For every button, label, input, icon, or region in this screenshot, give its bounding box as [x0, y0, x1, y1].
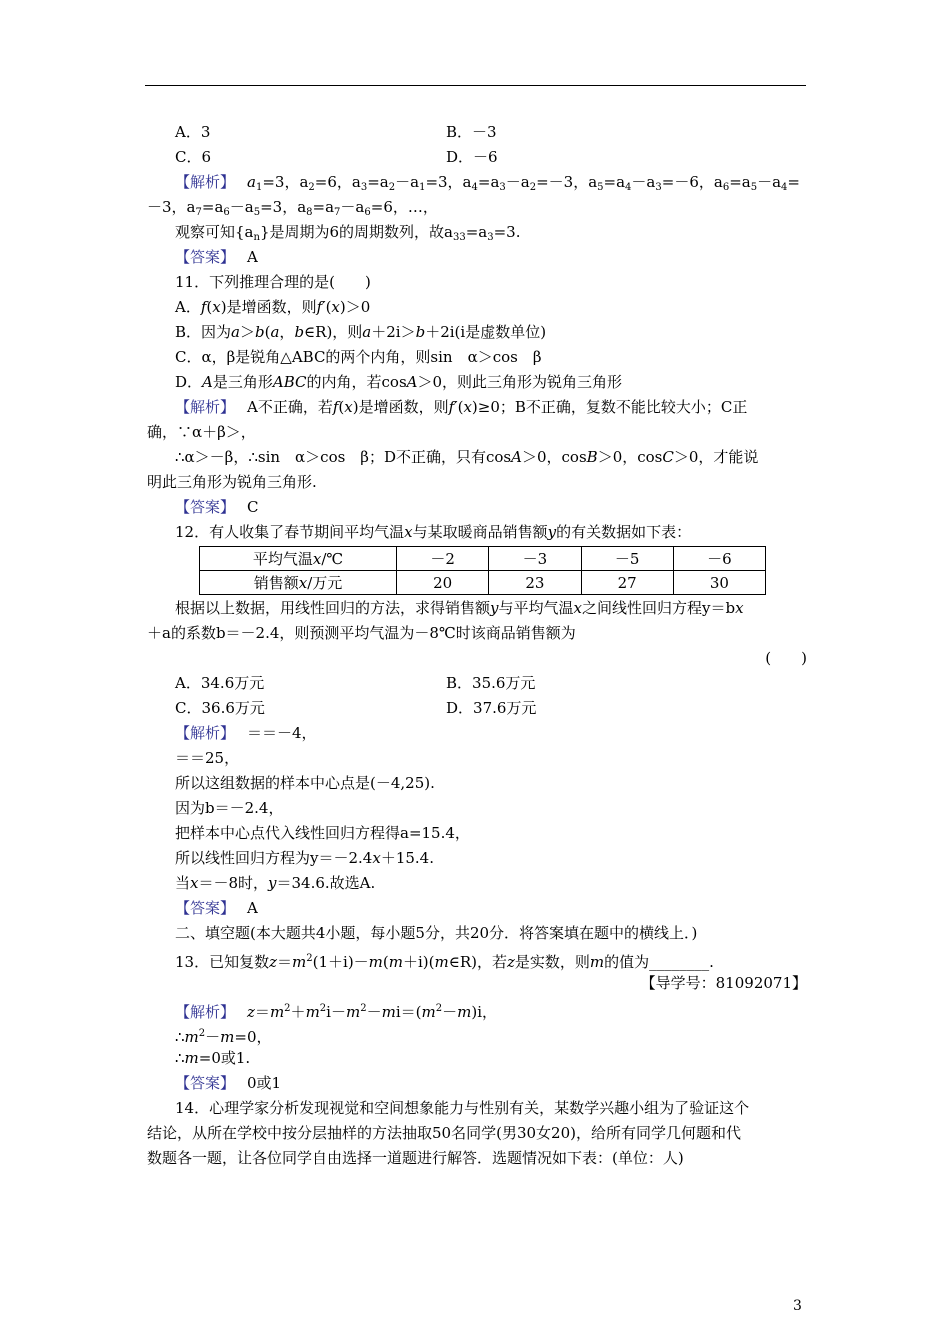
- answer-tag: 【答案】: [175, 498, 236, 516]
- analysis-tag: 【解析】: [175, 398, 236, 416]
- q11-analysis-line-2: 确，∵α＋β＞，: [147, 423, 256, 441]
- q10-analysis-line-2: －3，$a_7=a_6-a_5=3$，$a_8=a_7-a_6=6$，…，: [147, 198, 438, 218]
- page-number: 3: [793, 1298, 802, 1314]
- q11-analysis-line-4: 明此三角形为锐角三角形.: [147, 473, 317, 491]
- q12-option-b: B．35.6万元: [446, 674, 536, 692]
- table-cell: 27: [581, 571, 673, 595]
- q11-option-b: B．因为a＞b(a，b∈R)，则a＋2i＞b＋2i(i是虚数单位): [175, 323, 547, 341]
- q13-answer: 【答案】 0或1: [175, 1074, 282, 1092]
- q12-data-table: [199, 546, 766, 595]
- q12-analysis-line-5: 把样本中心点代入线性回归方程得a=15.4，: [175, 824, 470, 842]
- page-content: [147, 120, 807, 1171]
- q12-analysis-line-2: ＝＝25，: [175, 749, 240, 767]
- q11-stem: 11．下列推理合理的是( ): [175, 273, 371, 291]
- header-rule: [145, 85, 806, 86]
- table-row: [200, 547, 766, 571]
- q12-analysis-line-3: 所以这组数据的样本中心点是(－4,25).: [175, 774, 435, 792]
- q10-option-c: C．6: [175, 148, 212, 166]
- answer-tag: 【答案】: [175, 899, 236, 917]
- q12-answer: 【答案】 A: [175, 899, 258, 917]
- analysis-tag: 【解析】: [175, 173, 236, 191]
- table-cell: －5: [581, 547, 673, 571]
- answer-tag: 【答案】: [175, 248, 236, 266]
- table-cell: 20: [397, 571, 489, 595]
- q12-paragraph-line-2: ＋a的系数b＝－2.4，则预测平均气温为－8℃时该商品销售额为: [147, 624, 576, 642]
- q10-answer: 【答案】 A: [175, 248, 258, 266]
- table-cell: －6: [673, 547, 765, 571]
- q10-analysis-line-3: 观察可知$\{a_n\}$是周期为6的周期数列，故$a_{33}=a_3=3$.: [175, 223, 521, 243]
- q12-option-c: C．36.6万元: [175, 699, 265, 717]
- q12-stem: 12．有人收集了春节期间平均气温x与某取暖商品销售额y的有关数据如下表：: [175, 523, 692, 541]
- table-cell: －3: [489, 547, 581, 571]
- q13-stem: 13．已知复数$z=m^2(1+i)-m(m+i)(m\in R)$，若z是实数，则m的值为________.: [175, 953, 714, 971]
- q12-option-d: D．37.6万元: [446, 699, 537, 717]
- table-cell: －2: [397, 547, 489, 571]
- q12-analysis-line-6: 所以线性回归方程为y＝－2.4x＋15.4.: [175, 849, 434, 867]
- q13-analysis-line-2: $\therefore m^2-m=0$，: [175, 1028, 272, 1046]
- q10-option-d: D．－6: [446, 148, 498, 166]
- q10-option-b: B．－3: [446, 123, 497, 141]
- q12-option-a: A．34.6万元: [175, 674, 265, 692]
- q11-analysis-line-1: 【解析】 A不正确，若f(x)是增函数，则f′(x)≥0；B不正确，复数不能比较大小；C正: [175, 398, 748, 416]
- q11-analysis-line-3: ∴α＞－β，∴sin α＞cos β；D不正确，只有cosA＞0，cosB＞0，cosC＞0，才能说: [175, 448, 759, 466]
- q12-answer-bracket: ( ): [765, 649, 807, 667]
- table-header-temperature: 平均气温x/℃: [200, 547, 397, 571]
- q14-line-2: 结论，从所在学校中按分层抽样的方法抽取50名同学(男30女20)，给所有同学几何题和代: [147, 1124, 741, 1142]
- q12-analysis-line-1: 【解析】 ＝＝－4，: [175, 724, 317, 742]
- analysis-tag: 【解析】: [175, 724, 236, 742]
- q11-option-d: D．A是三角形ABC的内角，若cosA＞0，则此三角形为锐角三角形: [175, 373, 623, 391]
- table-cell: 30: [673, 571, 765, 595]
- q10-options-cd: [147, 145, 807, 170]
- q14-line-3: 数题各一题，让各位同学自由选择一道题进行解答．选题情况如下表：(单位：人): [147, 1149, 684, 1167]
- q11-option-c: C．α，β是锐角△ABC的两个内角，则sin α＞cos β: [175, 348, 542, 366]
- table-header-sales: 销售额x/万元: [200, 571, 397, 595]
- q12-analysis-line-7: 当x＝－8时，y＝34.6.故选A.: [175, 874, 376, 892]
- q11-answer: 【答案】 C: [175, 498, 259, 516]
- q10-option-a: A．3: [175, 123, 211, 141]
- q11-option-a: A．f(x)是增函数，则f′(x)＞0: [175, 298, 371, 316]
- answer-tag: 【答案】: [175, 1074, 236, 1092]
- table-row: [200, 571, 766, 595]
- q10-options-ab: [147, 120, 807, 145]
- q13-analysis-line-1: 【解析】 $z=m^2+m^2i-m^2-mi=(m^2-m)i$，: [175, 1003, 498, 1021]
- analysis-tag: 【解析】: [175, 1003, 236, 1021]
- q12-analysis-line-4: 因为b＝－2.4，: [175, 799, 284, 817]
- table-cell: 23: [489, 571, 581, 595]
- q14-line-1: 14．心理学家分析发现视觉和空间想象能力与性别有关，某数学兴趣小组为了验证这个: [175, 1099, 750, 1117]
- q13-guide-number: 【导学号：81092071】: [640, 974, 807, 992]
- q12-options-ab: [147, 671, 807, 696]
- section-heading-fill-in: 二、填空题(本大题共4小题，每小题5分，共20分．将答案填在题中的横线上．): [175, 924, 698, 942]
- q13-analysis-line-3: ∴m=0或1.: [175, 1049, 251, 1067]
- q10-analysis-line-1: 【解析】 $a_1=3$，$a_2=6$，$a_3=a_2-a_1=3$，$a_4=a_3-a_2=-3$，$a_5=a_4-a_3=-6$，$a_6=a_5-a_4=$: [175, 173, 800, 193]
- q12-options-cd: [147, 696, 807, 721]
- q12-paragraph-line-1: 根据以上数据，用线性回归的方法，求得销售额y与平均气温x之间线性回归方程y＝bx: [175, 599, 744, 617]
